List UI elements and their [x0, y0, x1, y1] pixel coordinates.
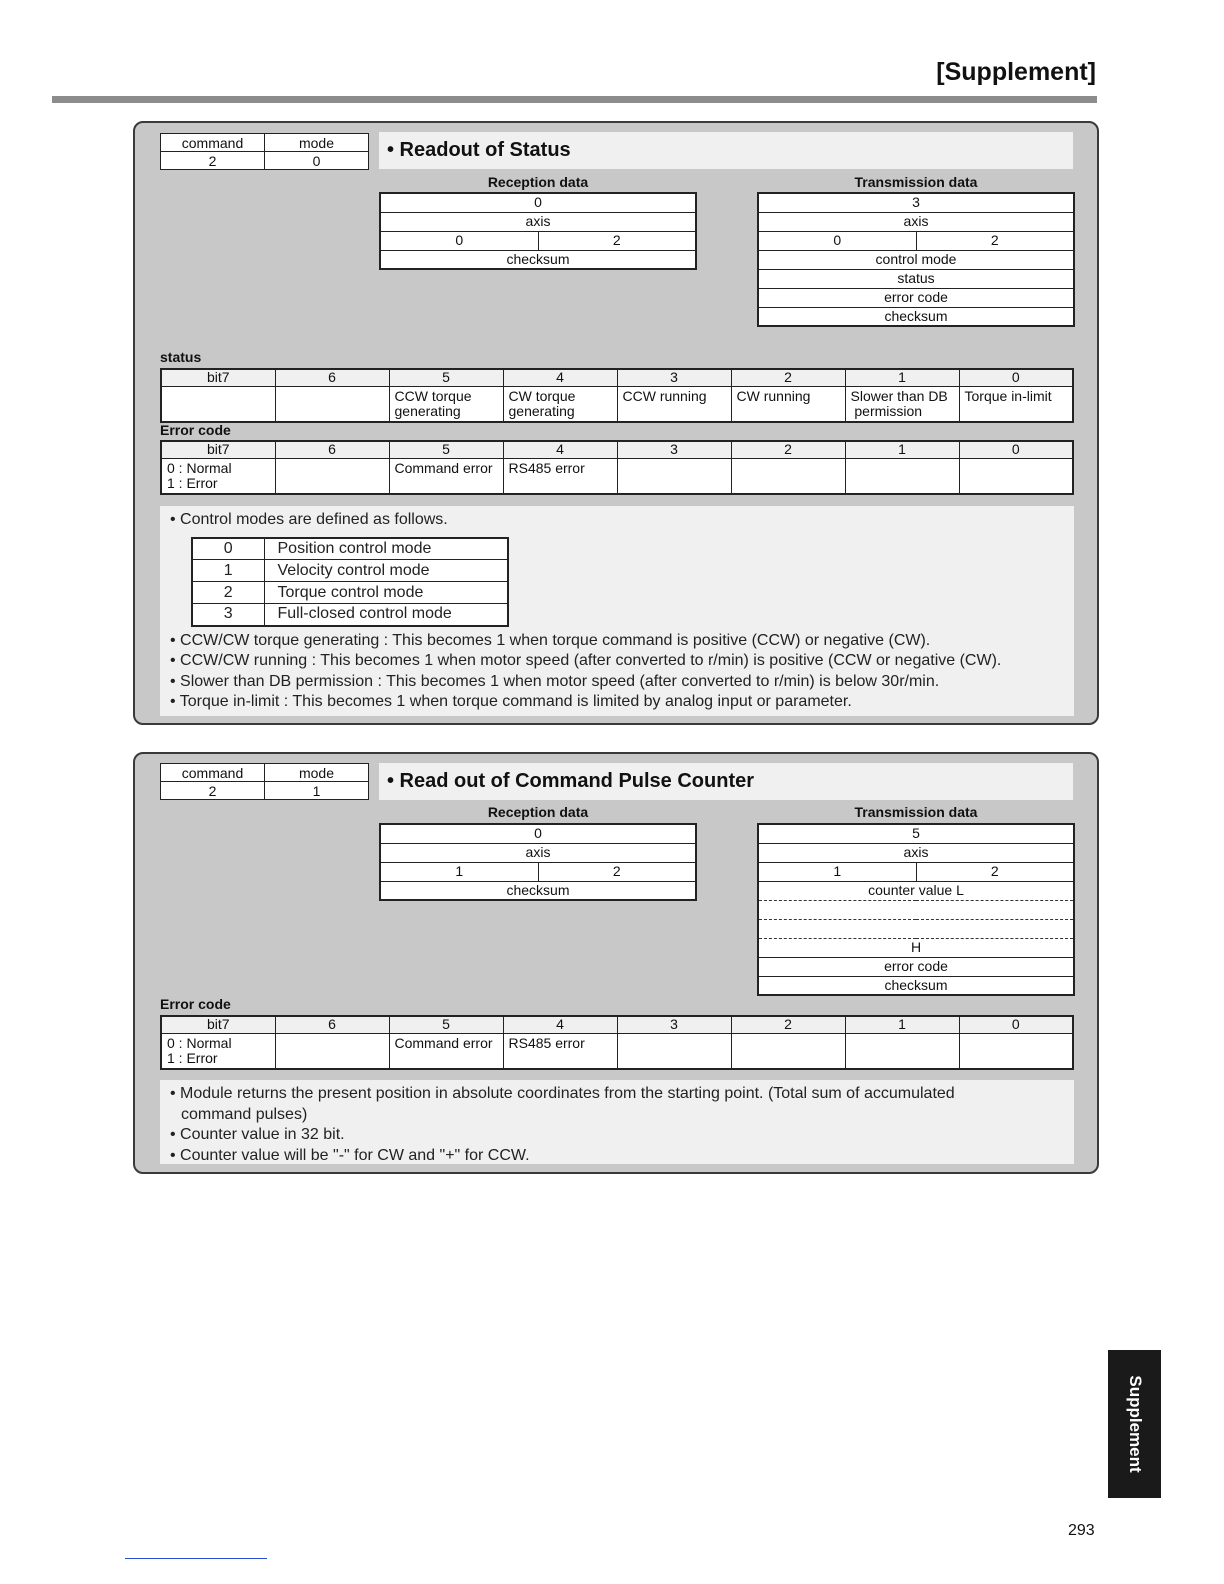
transmission-control-mode: control mode — [758, 250, 1074, 269]
transmission-checksum: checksum — [758, 307, 1074, 326]
status-label: status — [160, 349, 202, 365]
mode-text: Velocity control mode — [264, 560, 508, 582]
command-value: 2 — [161, 782, 265, 800]
transmission-data-label: Transmission data — [854, 804, 978, 820]
supplement-side-tab[interactable] — [1108, 1350, 1161, 1498]
section-title: • Read out of Command Pulse Counter — [379, 763, 1073, 800]
error-code-bits-table — [160, 440, 1074, 495]
error-bit-cell — [617, 1033, 731, 1069]
bit-header: 4 — [503, 441, 617, 458]
bit-header: 2 — [731, 441, 845, 458]
note-line: • Control modes are defined as follows. — [170, 511, 448, 528]
mode-value: 1 — [265, 782, 369, 800]
status-bit-cell — [275, 386, 389, 422]
reception-mode: 2 — [538, 231, 696, 250]
section-title: • Readout of Status — [379, 132, 1073, 169]
note-line: • CCW/CW torque generating : This becomes 1 when torque command is positive (CCW) or negative (CW). — [170, 631, 931, 649]
bit-header: 6 — [275, 1016, 389, 1033]
bit-header: bit7 — [161, 441, 275, 458]
error-bit-cell: Command error — [389, 1033, 503, 1069]
mode-text: Position control mode — [264, 538, 508, 560]
error-bit-cell — [617, 458, 731, 494]
transmission-mode: 2 — [916, 862, 1074, 881]
error-bit-cell — [959, 1033, 1073, 1069]
transmission-axis: axis — [758, 212, 1074, 231]
status-bit-cell: Torque in-limit — [959, 386, 1073, 422]
reception-frame-table — [379, 823, 697, 901]
transmission-error-code: error code — [758, 957, 1074, 976]
mode-number: 1 — [192, 560, 264, 582]
bit-header: 5 — [389, 441, 503, 458]
error-code-label: Error code — [160, 996, 231, 1012]
command-mode-table — [160, 133, 369, 170]
reception-byte0: 0 — [380, 193, 696, 212]
error-bit-cell: 0 : Normal 1 : Error — [161, 1033, 275, 1069]
transmission-command: 0 — [758, 231, 916, 250]
mode-number: 0 — [192, 538, 264, 560]
page-header-title: [Supplement] — [936, 58, 1096, 86]
bit-header: 6 — [275, 441, 389, 458]
error-bit-cell — [731, 458, 845, 494]
command-header: command — [161, 764, 265, 782]
reception-byte0: 0 — [380, 824, 696, 843]
transmission-counter-mid — [758, 900, 1074, 919]
side-tab-label: Supplement — [1125, 1375, 1145, 1473]
mode-text: Torque control mode — [264, 582, 508, 604]
transmission-counter-low: counter value L — [758, 881, 1074, 900]
status-bits-table — [160, 368, 1074, 423]
bit-header: 3 — [617, 441, 731, 458]
transmission-checksum: checksum — [758, 976, 1074, 995]
bit-header: 3 — [617, 1016, 731, 1033]
note-line: • Slower than DB permission : This becomes 1 when motor speed (after converted to r/min) is below 30r/min. — [170, 672, 940, 690]
note-line: command pulses) — [181, 1105, 308, 1123]
reception-checksum: checksum — [380, 250, 696, 269]
transmission-command: 1 — [758, 862, 916, 881]
mode-header: mode — [265, 764, 369, 782]
bit-header: bit7 — [161, 1016, 275, 1033]
transmission-frame-table — [757, 823, 1075, 996]
bit-header: 1 — [845, 441, 959, 458]
command-pulse-counter-panel — [133, 752, 1099, 1174]
bit-header: 1 — [845, 1016, 959, 1033]
notes-box — [160, 506, 1074, 716]
bit-header: 0 — [959, 441, 1073, 458]
bit-header: 4 — [503, 369, 617, 386]
bit-header: 2 — [731, 1016, 845, 1033]
reception-command: 1 — [380, 862, 538, 881]
transmission-byte0: 5 — [758, 824, 1074, 843]
status-bit-cell: CCW running — [617, 386, 731, 422]
note-line: • Counter value will be "-" for CW and "+" for CCW. — [170, 1146, 530, 1164]
header-rule — [52, 96, 1097, 103]
mode-number: 2 — [192, 582, 264, 604]
error-bit-cell — [845, 1033, 959, 1069]
reception-axis: axis — [380, 212, 696, 231]
command-header: command — [161, 134, 265, 152]
status-bit-cell: CCW torque generating — [389, 386, 503, 422]
bit-header: 3 — [617, 369, 731, 386]
note-line: • Module returns the present position in absolute coordinates from the starting point. (Total sum of accumulated — [170, 1085, 955, 1102]
reception-data-label: Reception data — [487, 804, 589, 820]
error-bit-cell — [731, 1033, 845, 1069]
bit-header: bit7 — [161, 369, 275, 386]
footer-link-underline — [125, 1558, 267, 1559]
transmission-byte0: 3 — [758, 193, 1074, 212]
bit-header: 0 — [959, 1016, 1073, 1033]
transmission-frame-table — [757, 192, 1075, 327]
reception-data-label: Reception data — [487, 174, 589, 190]
bit-header: 0 — [959, 369, 1073, 386]
status-bit-cell — [161, 386, 275, 422]
mode-number: 3 — [192, 604, 264, 626]
mode-text: Full-closed control mode — [264, 604, 508, 626]
command-mode-table — [160, 763, 369, 800]
transmission-data-label: Transmission data — [854, 174, 978, 190]
reception-command: 0 — [380, 231, 538, 250]
mode-value: 0 — [265, 152, 369, 170]
reception-axis: axis — [380, 843, 696, 862]
control-modes-table — [191, 537, 509, 627]
error-bit-cell: Command error — [389, 458, 503, 494]
transmission-mode: 2 — [916, 231, 1074, 250]
bit-header: 5 — [389, 369, 503, 386]
error-bit-cell: 0 : Normal 1 : Error — [161, 458, 275, 494]
error-bit-cell — [275, 1033, 389, 1069]
readout-status-panel — [133, 121, 1099, 725]
status-bit-cell: Slower than DB permission — [845, 386, 959, 422]
reception-mode: 2 — [538, 862, 696, 881]
transmission-counter-high: H — [758, 938, 1074, 957]
transmission-axis: axis — [758, 843, 1074, 862]
error-bit-cell — [275, 458, 389, 494]
error-bit-cell — [959, 458, 1073, 494]
bit-header: 2 — [731, 369, 845, 386]
error-bit-cell: RS485 error — [503, 1033, 617, 1069]
notes-box — [160, 1080, 1074, 1164]
mode-header: mode — [265, 134, 369, 152]
reception-frame-table — [379, 192, 697, 270]
bit-header: 4 — [503, 1016, 617, 1033]
error-code-bits-table — [160, 1015, 1074, 1070]
command-value: 2 — [161, 152, 265, 170]
bit-header: 6 — [275, 369, 389, 386]
error-code-label: Error code — [160, 422, 231, 438]
note-line: • Torque in-limit : This becomes 1 when torque command is limited by analog input or parameter. — [170, 693, 852, 710]
note-line: • Counter value in 32 bit. — [170, 1126, 345, 1143]
error-bit-cell — [845, 458, 959, 494]
transmission-error-code: error code — [758, 288, 1074, 307]
bit-header: 1 — [845, 369, 959, 386]
status-bit-cell: CW running — [731, 386, 845, 422]
page-number: 293 — [1068, 1522, 1095, 1539]
note-line: • CCW/CW running : This becomes 1 when motor speed (after converted to r/min) is positive (CCW or negative (CW). — [170, 652, 1002, 669]
bit-header: 5 — [389, 1016, 503, 1033]
status-bit-cell: CW torque generating — [503, 386, 617, 422]
error-bit-cell: RS485 error — [503, 458, 617, 494]
transmission-status: status — [758, 269, 1074, 288]
reception-checksum: checksum — [380, 881, 696, 900]
transmission-counter-mid — [758, 919, 1074, 938]
